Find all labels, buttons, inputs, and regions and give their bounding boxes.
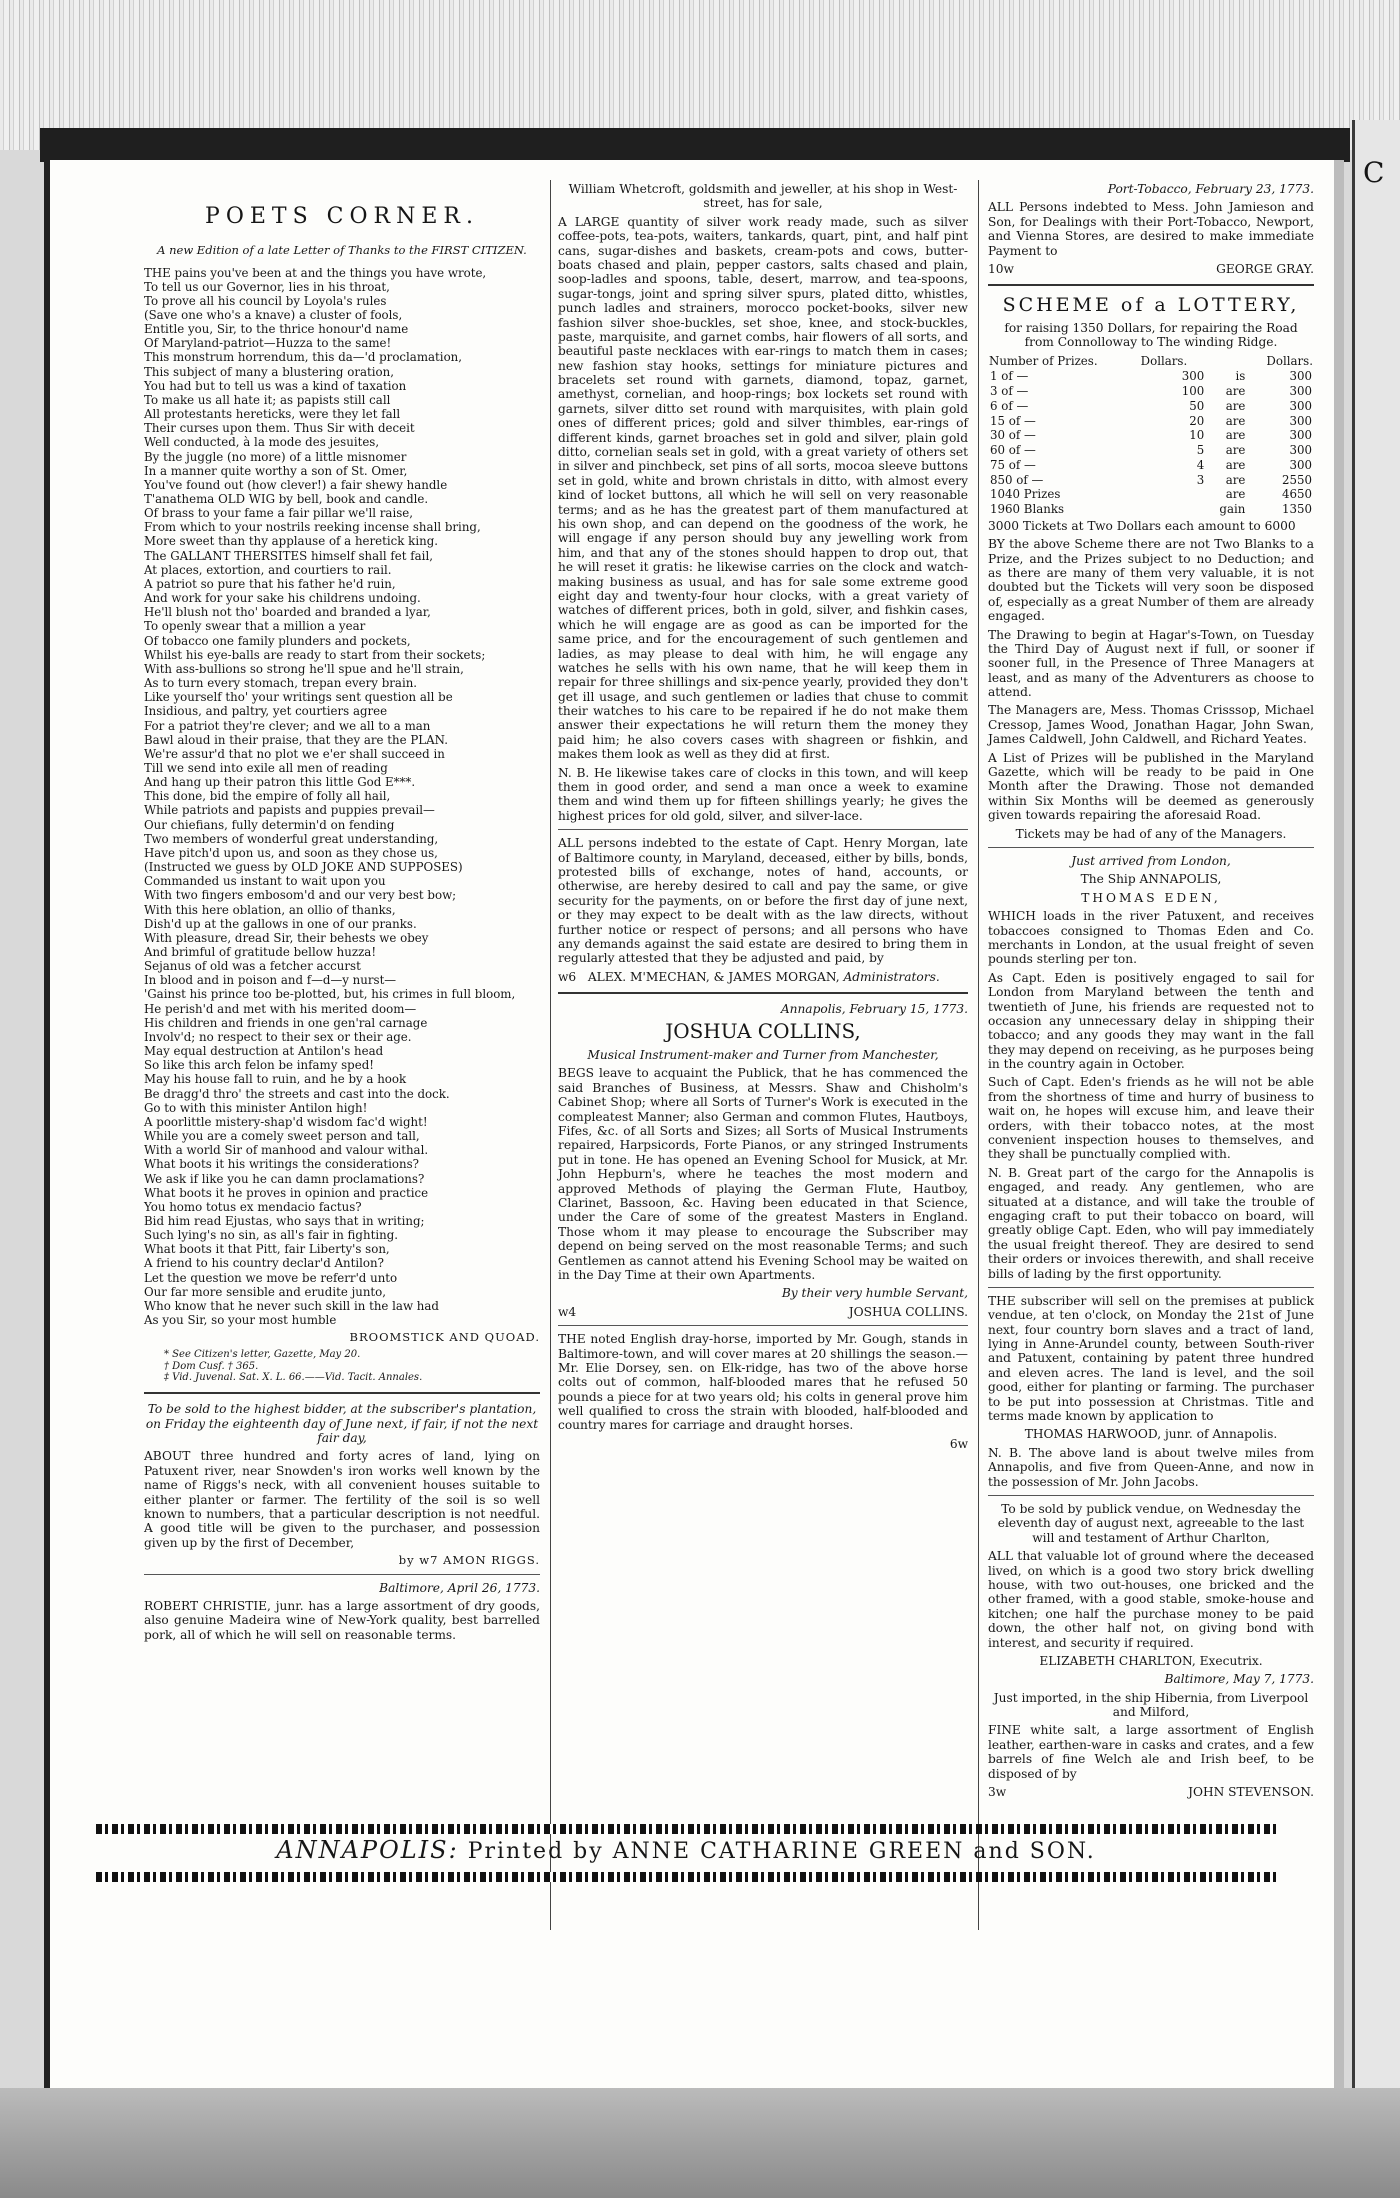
- poem-line: By the juggle (no more) of a little misnomer: [144, 449, 407, 464]
- column-1: [144, 182, 540, 1646]
- poem-line: And brimful of gratitude bellow huzza!: [144, 945, 377, 960]
- poem-line: With pleasure, dread Sir, their behests we obey: [144, 930, 429, 945]
- jamieson-ad: Port-Tobacco, February 23, 1773. ALL Persons indebted to Mess. John Jamieson and Son, for Dealings with their Port-Tobacco, Newport, and Vienna Stores, are desired to make immediate Payment to 10w GEORGE GRAY.: [988, 182, 1314, 276]
- poem-line: We ask if like you he can damn proclamations?: [144, 1171, 425, 1186]
- poem-line: This monstrum horrendum, this da—'d proclamation,: [144, 350, 463, 365]
- christie-ad: Baltimore, April 26, 1773. ROBERT CHRISTIE, junr. has a large assortment of dry goods, also genuine Madeira wine of New-York quality, best barrelled pork, all of which he will sell on reasonable terms.: [144, 1580, 540, 1642]
- poem-line: A friend to his country declar'd Antilon?: [144, 1256, 384, 1271]
- poem-line: More sweet than thy applause of a heretick king.: [144, 534, 438, 549]
- poem-line: Involv'd; no respect to their sex or their age.: [144, 1029, 412, 1044]
- poem-line: (Save one who's a knave) a cluster of fools,: [144, 307, 403, 322]
- poem-line: To openly swear that a million a year: [144, 619, 366, 634]
- poem-line: May equal destruction at Antilon's head: [144, 1044, 384, 1059]
- poem-line: From which to your nostrils reeking incense shall bring,: [144, 520, 481, 535]
- poem-line: With ass-bullions so strong he'll spue and he'll strain,: [144, 661, 464, 676]
- footnote: † Dom Cusf. † 365.: [164, 1360, 259, 1372]
- poem-line: What boots it that Pitt, fair Liberty's son,: [144, 1242, 390, 1257]
- poem-line: And work for your sake his childrens undoing.: [144, 591, 421, 606]
- poem-line: Entitle you, Sir, to the thrice honour'd name: [144, 322, 409, 337]
- poem-line: Sejanus of old was a fetcher accurst: [144, 959, 361, 974]
- collins-ad: Annapolis, February 15, 1773. JOSHUA COLLINS, Musical Instrument-maker and Turner from Manchester, BEGS leave to acquaint the Publick, that he has commenced the said Branches of Business, at Messrs. Shaw and Chisholm's Cabinet Shop; where all Sorts of Turner's Work is executed in the compleatest Manner; also German and common Flutes, Hautboys, Fifes, &c. of all Sorts and Sizes; all Sorts of Musical Instruments repaired, Harpsicords, Forte Pianos, or any stringed Instruments put in tone. He has opened an Evening School for Musick, at Mr. John Hepburn's, where he teaches the most modern and approved Methods of playing the German Flute, Hautboy, Clarinet, Bassoon, &c. Having been educated in that Science, under the Care of some of the greatest Masters in England. Those whom it may please to encourage the Subscriber may depend on being served on the most reasonable Terms; and such Gentlemen as cannot attend his Evening School may be waited on in the Day Time at their own Apartments. By their very humble Servant, w4 JOSHUA COLLINS.: [558, 1002, 968, 1319]
- poem-line: You had but to tell us was a kind of taxation: [144, 378, 407, 393]
- ornament-rule: [96, 1872, 1276, 1882]
- poem-line: To tell us our Governor, lies in his throat,: [144, 279, 390, 294]
- lottery-row: 75 of — 4 are 300: [990, 457, 1312, 472]
- poem-line: This subject of many a blustering oration,: [144, 364, 394, 379]
- lottery-title: SCHEME of a LOTTERY,: [1002, 294, 1300, 317]
- column-2: [558, 182, 968, 1455]
- poem-line: In blood and in poison and f—d—y nurst—: [144, 973, 397, 988]
- poem-line: To make us all hate it; as papists still call: [144, 392, 391, 407]
- poem-line: So like this arch felon be infamy sped!: [144, 1058, 375, 1073]
- column-3: [988, 182, 1314, 1803]
- stevenson-ad: Baltimore, May 7, 1773. Just imported, in the ship Hibernia, from Liverpool and Milford, FINE white salt, a large assortment of English leather, earthen-ware in casks and crates, and a few barrels of fine Welch ale and Irish beef, to be disposed of by 3w JOHN STEVENSON.: [988, 1672, 1314, 1800]
- poem-subtitle: A new Edition of a late Letter of Thanks to the FIRST CITIZEN.: [157, 242, 527, 257]
- lottery-row: 1 of — 300 is 300: [990, 369, 1312, 384]
- poem-line: And hang up their patron this little God E***.: [144, 775, 416, 790]
- poem-line: THE pains you've been at and the things you have wrote,: [144, 265, 487, 280]
- poem-line: (Instructed we guess by OLD JOKE AND SUPPOSES): [144, 860, 463, 875]
- poem-line: At places, extortion, and courtiers to rail.: [144, 562, 392, 577]
- poem: [144, 266, 540, 1328]
- poem-line: His children and friends in one gen'ral carnage: [144, 1015, 428, 1030]
- poem-line: While you are a comely sweet person and tall,: [144, 1129, 420, 1144]
- lottery-row: 30 of — 10 are 300: [990, 428, 1312, 443]
- poem-line: Such lying's no sin, as all's fair in fighting.: [144, 1228, 398, 1243]
- ornament-rule: [96, 1824, 1276, 1834]
- poem-line: Of Maryland-patriot—Huzza to the same!: [144, 336, 392, 351]
- poem-line: A poorlittle mistery-shap'd wisdom fac'd wight!: [144, 1114, 428, 1129]
- charlton-ad: To be sold by publick vendue, on Wednesday the eleventh day of august next, agreeable to the last will and testament of Arthur Charlton, ALL that valuable lot of ground where the deceased lived, on which is a good two story brick dwelling house, with two out-houses, one bricked and the other framed, with a good stable, smoke-house and kitchen; one half the purchase money to be paid down, the other half not, on giving bond with interest, and security if required. ELIZABETH CHARLTON, Executrix.: [988, 1502, 1314, 1668]
- newspaper-page: [44, 160, 1344, 2170]
- poem-line: T'anathema OLD WIG by bell, book and candle.: [144, 492, 429, 507]
- morgan-estate-ad: ALL persons indebted to the estate of Capt. Henry Morgan, late of Baltimore county, in Maryland, deceased, either by bills, bonds, protested bills of exchange, notes of hand, accounts, or otherwise, are hereby desired to call and pay the same, or give security for the payments, on or before the first day of june next, or they may expect to be dealt with as the law directs, without further notice or respect of persons; and all persons who have any demands against the said estate are desired to bring them in regularly attested that they be adjusted and paid, by w6 ALEX. M'MECHAN, & JAMES MORGAN, Administrators.: [558, 836, 968, 984]
- poem-line: A patriot so pure that his father he'd ruin,: [144, 576, 396, 591]
- poets-corner-title: POETS CORNER.: [205, 204, 479, 229]
- whetcroft-ad: William Whetcroft, goldsmith and jeweller, at his shop in West-street, has for sale, A LARGE quantity of silver work ready made, such as silver coffee-pots, tea-pots, waiters, tankards, quart, pint, and half pint cans, sugar-dishes and baskets, cream-pots and cows, butter-boats chased and plain, pepper castors, salts chased and plain, soop-ladles and spoons, table, desert, marrow, and tea-spoons, sugar-tongs, joint and spring silver spurs, plated ditto, whistles, punch ladles and strainers, morocco pocket-books, silver new fashion silver shoe-buckles, set shoe, knee, and stock-buckles, paste, marquisite, and garnet combs, hair flowers of all sorts, and beautiful paste necklaces with ear-rings to match them in cases; new fashion stay hooks, settings for miniature pictures and bracelets set round with garnets, diamond, topaz, garnet, amethyst, cornelian, and hoop-rings; box lockets set round with garnets, silver ditto set round with marquisites, with plain gold ones of different prices; gold and silver thimbles, ear-rings of different kinds, garnet broaches set in gold and silver, plain gold ditto, cornelian seals set in gold, with a great variety of others set in silver and pinchbeck, set pins of all sorts, mocoa sleeve buttons set in gold, white and brown christals in ditto, with almost every kind of locket buttons, all which he will sell on very reasonable terms; and as he has the greatest part of them manufactured at his own shop, and can depend on the goodness of the work, he will engage if any person should buy any jewelling work from him, and that any of the stones should happen to drop out, that he will reset it gratis: he likewise carries on the clock and watch-making business as usual, and has for sale some extreme good eight day and twenty-four hour clocks, with a great variety of watches of different prices, both in gold, silver, and fishkin cases, which he will engage are as good as can be imported for the same price, and for the encouragement of such gentlemen and ladies, as may please to deal with him, he will engage any watches he sells with his own name, that he will keep them in repair for three shillings and six-pence yearly, provided they don't get ill usage, and such gentlemen or ladies that chuse to commit their watches to his care to be repaired if he do not make them answer their expectations he will return them the money they paid him; he also covers cases with shagreen or fishkin, and makes them look as well as they did at first. N. B. He likewise takes care of clocks in this town, and will keep them in good order, and send a man once a week to examine them and wind them up for fifteen shillings yearly; he gives the highest prices for old gold, silver, and silver-lace.: [558, 182, 968, 823]
- footnote: ‡ Vid. Juvenal. Sat. X. L. 66.——Vid. Tacit. Annales.: [164, 1372, 423, 1384]
- poem-line: Insidious, and paltry, yet courtiers agree: [144, 704, 388, 719]
- riggs-ad: To be sold to the highest bidder, at the subscriber's plantation, on Friday the eighteenth day of June next, if fair, if not the next fair day, ABOUT three hundred and forty acres of land, lying on Patuxent river, near Snowden's iron works well known by the name of Riggs's neck, with all convenient houses suitable to either planter or farmer. The fertility of the soil is so well known to numbers, that a particular description is not needful. A good title will be given to the purchaser, and possession given up by the first of December, by w7 AMON RIGGS.: [144, 1402, 540, 1568]
- poem-line: What boots it his writings the considerations?: [144, 1157, 419, 1172]
- poem-line: Let the question we move be referr'd unto: [144, 1270, 398, 1285]
- poem-line: Go to with this minister Antilon high!: [144, 1100, 368, 1115]
- poem-line: All protestants hereticks, were they let fall: [144, 407, 401, 422]
- poem-line: Of tobacco one family plunders and pockets,: [144, 633, 411, 648]
- poem-line: You've found out (how clever!) a fair shewy handle: [144, 477, 448, 492]
- poem-line: For a patriot they're clever; and we all to a man: [144, 718, 431, 733]
- poem-line: Be dragg'd thro' the streets and cast into the dock.: [144, 1086, 450, 1101]
- poem-line: Who know that he never such skill in the law had: [144, 1298, 439, 1313]
- poem-line: Commanded us instant to wait upon you: [144, 874, 386, 889]
- poem-line: As you Sir, so your most humble: [144, 1313, 337, 1328]
- poem-line: We're assur'd that no plot we e'er shall succeed in: [144, 746, 445, 761]
- poem-line: Of brass to your fame a fair pillar we'll raise,: [144, 506, 414, 521]
- eden-ad: Just arrived from London, The Ship ANNAPOLIS, THOMAS EDEN, WHICH loads in the river Patuxent, and receives tobaccoes consigned to Thomas Eden and Co. merchants in London, at the usual freight of seven pounds sterling per ton. As Capt. Eden is positively engaged to sail for London from Maryland between the tenth and twentieth of June, his friends are requested not to occasion any unnecessary delay in shipping their tobacco; and any goods they may want in the fall they may depend on receiving, as he purposes being in the country again in October. Such of Capt. Eden's friends as he will not be able from the shortness of time and hurry of business to wait on, he hopes will excuse him, and leave their orders, with their tobacco notes, at the most convenient inspection houses to themselves, and they shall be punctually complied with. N. B. Great part of the cargo for the Annapolis is engaged, and ready. Any gentlemen, who are situated at a distance, and will take the trouble of engaging craft to put their tobacco on board, will greatly oblige Capt. Eden, who will pay immediately the usual freight thereof. They are desired to send their orders or invoices therewith, and shall receive bills of lading by the first opportunity.: [988, 853, 1314, 1281]
- poem-line: Bawl aloud in their praise, that they are the PLAN.: [144, 732, 448, 747]
- next-page-edge: C: [1352, 120, 1400, 2198]
- poem-line: Bid him read Ejustas, who says that in writing;: [144, 1213, 425, 1228]
- poem-line: Whilst his eye-balls are ready to start from their sockets;: [144, 647, 486, 662]
- poem-line: Our chiefians, fully determin'd on fending: [144, 817, 395, 832]
- poem-line: Till we send into exile all men of reading: [144, 760, 388, 775]
- poem-line: You homo totus ex mendacio factus?: [144, 1199, 362, 1214]
- lottery-row: 6 of — 50 are 300: [990, 398, 1312, 413]
- poem-line: Their curses upon them. Thus Sir with deceit: [144, 421, 415, 436]
- poem-line: Dish'd up at the gallows in one of our pranks.: [144, 916, 417, 931]
- lottery-ad: SCHEME of a LOTTERY, for raising 1350 Dollars, for repairing the Road from Connolloway to The winding Ridge. Number of Prizes. Dollars. Dollars. 1 of — 300 is 300 3 of — 100 are 300 6 of — 50 are 300 15 of — 20 are 300 30 of — 10 are 300 60 of — 5 are 300 75 of — 4 are 300 850 of — 3 are 2550 1040 Prizes are 4650 1960 Blanks gain 1350 3000 Tickets at Two Dollars each amount to 6000 BY the above Scheme there are not Two Blanks to a Prize, and the Prizes subject to no Deduction; and as there are many of them very valuable, it is not doubted but the Tickets will very soon be disposed of, especially as a great Number of them are already engaged. The Drawing to begin at Hagar's-Town, on Tuesday the Third Day of August next if full, or sooner if sooner full, in the Presence of Three Managers at least, and as many of the Adventurers as choose to attend. The Managers are, Mess. Thomas Crisssop, Michael Cressop, James Wood, Jonathan Hagar, John Swan, James Caldwell, John Caldwell, and Richard Yeates. A List of Prizes will be published in the Maryland Gazette, which will be ready to be paid in One Month after the Drawing. Those not demanded within Six Months will be deemed as generously given towards repairing the aforesaid Road. Tickets may be had of any of the Managers.: [988, 294, 1314, 841]
- lottery-table: Number of Prizes. Dollars. Dollars. 1 of — 300 is 300 3 of — 100 are 300 6 of — 50 are 300 15 of — 20 are 300 30 of — 10 are 300 60 of — 5 are 300 75 of — 4 are 300 850 of — 3 are 2550 1040 Prizes are 4650 1960 Blanks gain 1350: [989, 353, 1313, 517]
- poem-line: Have pitch'd upon us, and soon as they chose us,: [144, 845, 438, 860]
- poem-line: Well conducted, à la mode des jesuites,: [144, 435, 380, 450]
- poem-line: 'Gainst his prince too be-plotted, but, his crimes in full bloom,: [144, 987, 516, 1002]
- lottery-row: 3 of — 100 are 300: [990, 384, 1312, 399]
- imprint: ANNAPOLIS: Printed by ANNE CATHARINE GREEN and SON.: [276, 1836, 1096, 1864]
- poem-line: While patriots and papists and puppies prevail—: [144, 803, 435, 818]
- poem-line: What boots it he proves in opinion and practice: [144, 1185, 429, 1200]
- poem-line: To prove all his council by Loyola's rules: [144, 293, 387, 308]
- lottery-row: 60 of — 5 are 300: [990, 443, 1312, 458]
- poem-line: As to turn every stomach, trepan every brain.: [144, 676, 418, 691]
- poem-signature: BROOMSTICK AND QUOAD.: [349, 1330, 540, 1345]
- lottery-row: 15 of — 20 are 300: [990, 413, 1312, 428]
- poem-line: With a world Sir of manhood and valour withal.: [144, 1143, 429, 1158]
- poem-line: With this here oblation, an ollio of thanks,: [144, 902, 396, 917]
- poem-line: May his house fall to ruin, and he by a hook: [144, 1072, 407, 1087]
- poem-line: With two fingers embosom'd and our very best bow;: [144, 888, 457, 903]
- poem-line: In a manner quite worthy a son of St. Omer,: [144, 463, 408, 478]
- horse-ad: THE noted English dray-horse, imported by Mr. Gough, stands in Baltimore-town, and will cover mares at 20 shillings the season.—Mr. Elie Dorsey, sen. on Elk-ridge, has two of the above horse colts out of common, half-blooded mares that he refused 50 pounds a piece for at two years old; his colts in general prove him well qualified to cross the strain with blooded, half-blooded and country mares for carriage and draught horses. 6w: [558, 1332, 968, 1451]
- poem-line: The GALLANT THERSITES himself shall fet fail,: [144, 548, 433, 563]
- footnote: * See Citizen's letter, Gazette, May 20.: [164, 1348, 361, 1360]
- poem-line: Two members of wonderful great understanding,: [144, 831, 439, 846]
- poem-line: Like yourself tho' your writings sent question all be: [144, 690, 453, 705]
- poem-line: This done, bid the empire of folly all hail,: [144, 789, 391, 804]
- poem-line: He'll blush not tho' boarded and branded a lyar,: [144, 605, 431, 620]
- harwood-ad: THE subscriber will sell on the premises at publick vendue, at ten o'clock, on Monday the 21st of June next, four country born slaves and a tract of land, lying in Anne-Arundel county, between South-river and Patuxent, containing by patent three hundred and eleven acres. The land is level, and the soil good, either for planting or farming. The purchaser to be put into possession at Christmas. Title and terms made known by application to THOMAS HARWOOD, junr. of Annapolis. N. B. The above land is about twelve miles from Annapolis, and five from Queen-Anne, and now in the possession of Mr. John Jacobs.: [988, 1293, 1314, 1489]
- poem-line: He perish'd and met with his merited doom—: [144, 1001, 417, 1016]
- page-curl: [0, 2088, 1400, 2198]
- binding-shadow: [40, 128, 1350, 162]
- poem-line: Our far more sensible and erudite junto,: [144, 1284, 387, 1299]
- lottery-row: 850 of — 3 are 2550: [990, 472, 1312, 487]
